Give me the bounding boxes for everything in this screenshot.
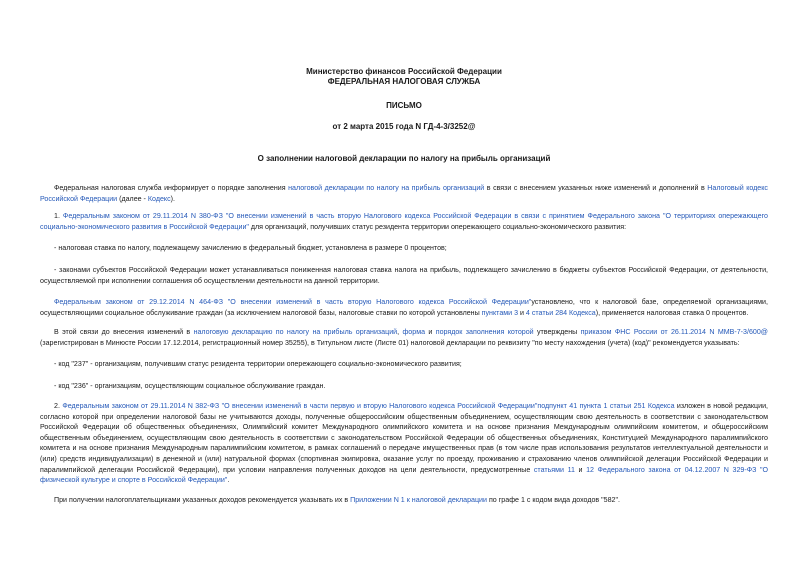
link-law-329[interactable]: 12 Федерального закона от 04.12.2007 N 329-ФЗ "О физической культуре и спорте в Российской Федерации" (40, 465, 768, 485)
paragraph-codes-intro (40, 327, 768, 348)
document-date-number: от 2 марта 2015 года N ГД-4-3/3252@ (332, 122, 476, 131)
link-subpoint-41[interactable]: подпункт 41 пункта 1 статьи 251 Кодекса (537, 402, 675, 410)
text: 1. (54, 212, 63, 220)
link-code[interactable]: Кодекс (147, 194, 171, 203)
link-article-284[interactable]: 4 статьи 284 Кодекса (525, 308, 596, 317)
link-points-3[interactable]: пунктами 3 (481, 308, 519, 317)
text: , (397, 328, 403, 336)
text: 2. (54, 402, 63, 410)
text: утверждены (533, 328, 581, 336)
paragraph-1 (40, 211, 768, 232)
text: (зарегистрирован в Минюсте России 17.12.2014, регистрационный номер 35255), в Титульном листе (Листе 01) налоговой декларации по реквизиту "по месту нахождения (учета) (код)" рекомендуется указывать: (40, 338, 740, 347)
text: В этой связи до внесения изменений в (54, 328, 194, 336)
paragraph-regional-rate: - законами субъектов Российской Федерации может устанавливаться пониженная налоговая ставка налога на прибыль, подлежащего зачислению в бюджеты субъектов Российской Федерации, от деятельности, осуществляемой при исполнении соглашения об осуществлении деятельности на данной территории. (40, 266, 768, 285)
text: . (227, 476, 230, 485)
link-appendix-1[interactable]: Приложении N 1 к налоговой декларации (350, 496, 487, 504)
text: При получении налогоплательщиками указанных доходов рекомендуется указывать их в (54, 496, 351, 504)
link-law-380[interactable]: Федеральным законом от 29.11.2014 N 380-ФЗ "О внесении изменений в часть вторую Налогового кодекса Российской Федерации в связи с принятием Федерального закона "О территориях опережающего социально-экономического развития в Российской Федерации" (40, 212, 768, 231)
link-form[interactable]: форма (402, 328, 426, 336)
document-subject: О заполнении налоговой декларации по налогу на прибыль организаций (257, 154, 551, 163)
link-law-382[interactable]: Федеральным законом от 29.11.2014 N 382-ФЗ "О внесении изменений в части первую и вторую Налогового кодекса Российской Федерации" (62, 402, 538, 410)
text: по графе 1 с кодом вида доходов "582". (486, 496, 620, 504)
text: и (425, 328, 436, 336)
service-title: ФЕДЕРАЛЬНАЯ НАЛОГОВАЯ СЛУЖБА (327, 77, 481, 86)
link-fill-order[interactable]: порядок заполнения которой (435, 328, 534, 336)
text: ), применяется налоговая ставка 0 процентов. (595, 308, 749, 317)
text: для организаций, получивших статус резидента территории опережающего социально-экономического развития: (248, 222, 627, 231)
text: и (518, 308, 526, 317)
ministry-title: Министерство финансов Российской Федерации (306, 67, 502, 76)
paragraph-2 (40, 401, 768, 486)
paragraph-law-464 (40, 297, 768, 318)
text: изложен в новой редакции, согласно которой при определении налоговой базы не учитываются доходы, полученные общероссийским общественным объединением, осуществляющим свою деятельность в соответствии с законодательством Российской Федерации об общественных объединениях, Олимпийский комитет Международного олимпийского комитета и на основе признания Международным олимпийским комитетом, и общероссийским общественным объединением, осуществляющим свою деятельность в соответствии с законодательством Российской Федерации об общественных объединениях, Конституцией Международного паралимпийского комитета и на основе признания Международным паралимпийским комитетом, в рамках соглашений о передаче имущественных прав (в том числе прав использования результатов интеллектуальной деятельности и (или) средств индивидуализации) в денежной и (или) натуральной формах (спортивная экипировка, оказание услуг по проезду, проживанию и страхованию членов олимпийской делегации Российской Федерации и паралимпийской делегации Российской Федерации), при условии направления полученных доходов на цели деятельности, предусмотренные (40, 402, 768, 474)
link-tax-code[interactable]: Налоговый кодекс Российской Федерации (40, 184, 768, 203)
paragraph-rate-zero: - налоговая ставка по налогу, подлежащему зачислению в федеральный бюджет, установлена в размере 0 процентов; (54, 244, 447, 252)
text: ). (170, 194, 175, 203)
link-tax-declaration[interactable]: налоговой декларации по налогу на прибыль организаций (288, 184, 485, 192)
paragraph-intro (40, 183, 768, 204)
text: Федеральная налоговая служба информирует о порядке заполнения (54, 184, 289, 192)
text: установлено, что к налоговой базе, определяемой организациями, осуществляющими социальное обслуживание граждан (за исключением налоговой базы, налоговые ставки по которой установлены (40, 298, 768, 317)
paragraph-code-236: - код "236" - организациям, осуществляющим социальное обслуживание граждан. (54, 382, 326, 390)
document-type: ПИСЬМО (386, 101, 422, 110)
paragraph-code-237: - код "237" - организациям, получившим статус резидента территории опережающего социально-экономического развития; (54, 360, 462, 368)
link-order-fns[interactable]: приказом ФНС России от 26.11.2014 N ММВ-7-3/600@ (580, 328, 768, 336)
text: в связи с внесением указанных ниже изменений и дополнений в (484, 184, 708, 192)
link-law-464[interactable]: Федеральным законом от 29.12.2014 N 464-ФЗ "О внесении изменений в часть вторую Налогового кодекса Российской Федерации" (54, 298, 532, 306)
link-article-11[interactable]: статьями 11 (533, 465, 575, 474)
paragraph-appendix (40, 495, 768, 506)
text: и (574, 465, 587, 474)
text: (далее - (117, 194, 148, 203)
link-declaration[interactable]: налоговую декларацию по налогу на прибыль организаций (193, 328, 398, 336)
